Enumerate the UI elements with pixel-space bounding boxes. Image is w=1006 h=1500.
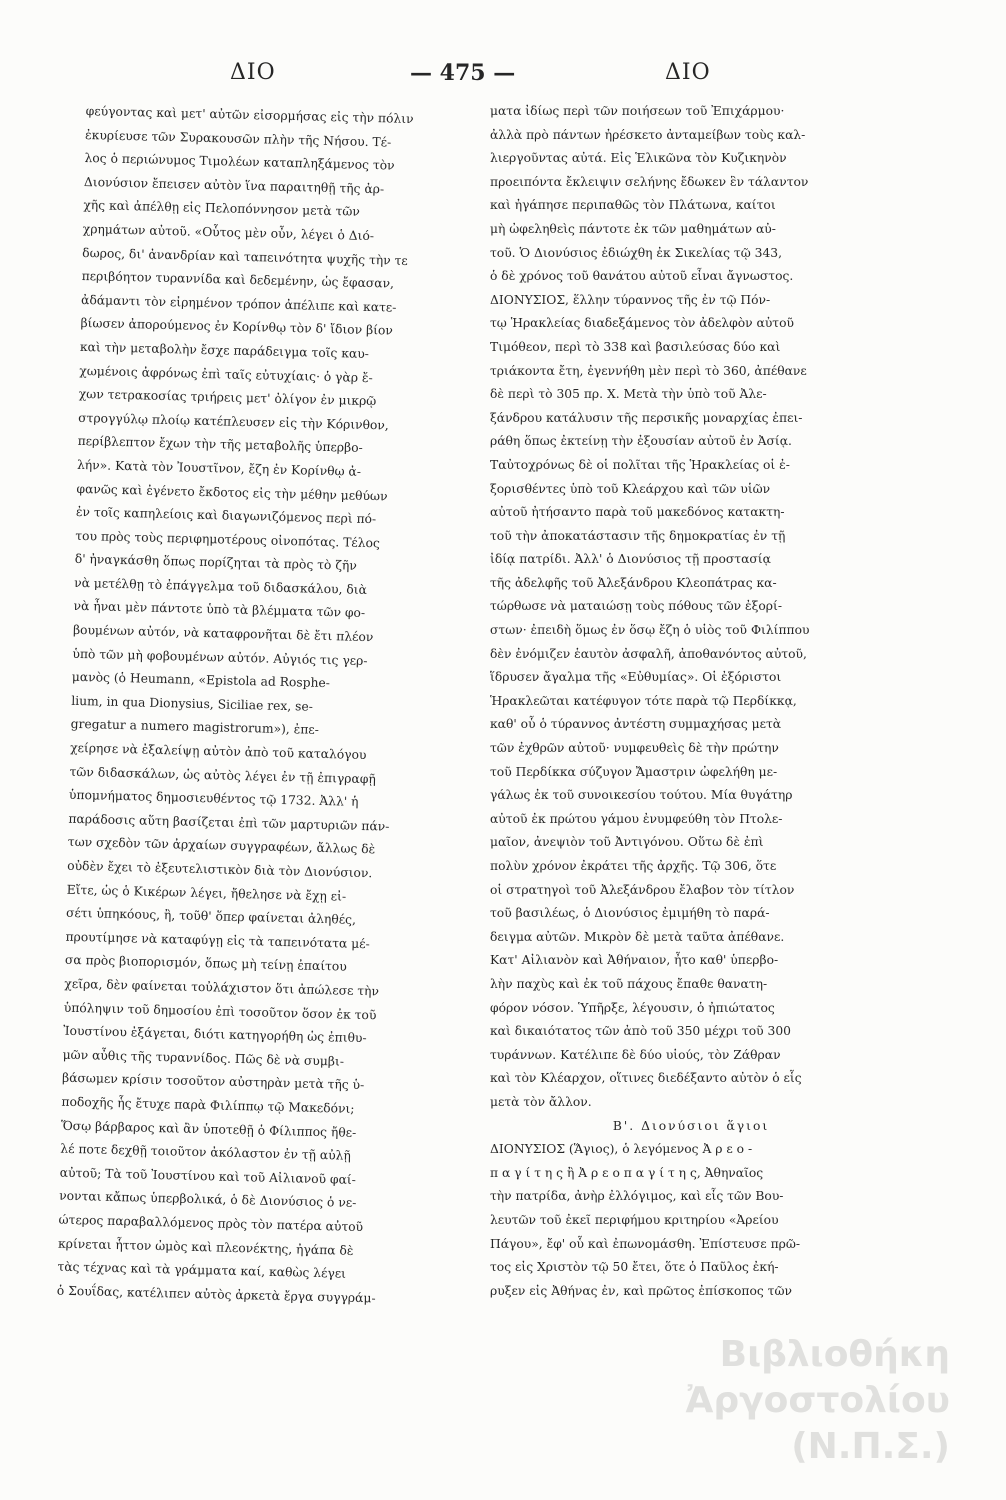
text-line: ράθη ὅπως ἐκτείνῃ τὴν ἐξουσίαν αὐτοῦ ἐν Ἀσίᾳ. <box>490 434 792 449</box>
text-line: νὰ ἦναι μὲν πάντοτε ὑπὸ τὰ βλέμματα τῶν φο- <box>73 599 366 621</box>
library-watermark <box>620 1332 950 1470</box>
text-line: lium, in qua Dionysius, Siciliae rex, se- <box>71 693 314 714</box>
text-line: π α γ ί τ η ς ἢ Ἀ ρ ε ο π α γ ί τ η ς, Ἀθηναῖος <box>490 1165 764 1180</box>
text-line: τοῦ. Ὁ Διονύσιος ἐδιώχθη ἐκ Σικελίας τῷ 343, <box>490 245 783 260</box>
text-line: δειγμα αὐτῶν. Μικρὸν δὲ μετὰ ταῦτα ἀπέθανε. <box>490 929 785 944</box>
text-line: χείρησε νὰ ἐξαλείψῃ αὐτὸν ἀπὸ τοῦ καταλόγου <box>69 740 367 763</box>
text-line: τὴν πατρίδα, ἀνὴρ ἐλλόγιμος, καὶ εἷς τῶν Βου- <box>490 1189 784 1204</box>
text-line: ρυξεν εἰς Ἀθήνας ἐν, καὶ πρῶτος ἐπίσκοπος τῶν <box>490 1283 792 1298</box>
text-line: καὶ ἠγάπησε περιπαθῶς τὸν Πλάτωνα, καίτοι <box>490 198 776 213</box>
text-line: ξάνδρου κατάλυσιν τῆς περσικῆς μοναρχίας ἐπει- <box>490 410 803 425</box>
text-line: Εἴτε, ὡς ὁ Κικέρων λέγει, ἤθελησε νὰ ἔχῃ εἰ- <box>66 882 347 904</box>
text-line: φανῶς καὶ ἐγένετο ἔκδοτος εἰς τὴν μέθην μεθύων <box>76 481 388 503</box>
text-line: ματα ἰδίως περὶ τῶν ποιήσεων τοῦ Ἐπιχάρμου· <box>490 104 785 118</box>
text-line: τριάκοντα ἔτη, ἐγεννήθη μὲν περὶ τὸ 360, ἀπέθανε <box>490 363 807 378</box>
right-text-column <box>490 100 892 1303</box>
watermark-line: Ἀργοστολίου (Ν.Π.Σ.) <box>685 1380 950 1467</box>
text-line: τοῦ Περδίκκα σύζυγον Ἄμαστριν ὠφελήθη με- <box>490 764 778 779</box>
text-line: τῳ Ἡρακλείας διαδεξάμενος τὸν ἀδελφὸν αὐτοῦ <box>490 316 794 331</box>
text-line: μαῖον, ἀνεψιὸν τοῦ Ἀντιγόνου. Οὕτω δὲ ἐπὶ <box>490 835 764 850</box>
left-text-column <box>57 100 478 1312</box>
text-line: δὲν ἐνόμιζεν ἑαυτὸν ἀσφαλῆ, ἀποθανόντος αὐτοῦ, <box>490 646 807 661</box>
text-line: τοῦ τὴν ἀποκατάστασιν τῆς δημοκρατίας ἐν τῇ <box>490 528 786 543</box>
text-line: ὑπόληψιν τοῦ δημοσίου ἐπὶ τοσοῦτον ὅσον ἐκ τοῦ <box>63 1000 377 1022</box>
text-line: τώρθωσε νὰ ματαιώσῃ τοὺς πόθους τῶν ἐξορί- <box>490 599 783 614</box>
text-line: λιεργοῦντας αὐτά. Εἰς Ἑλικῶνα τὸν Κυζικηνὸν <box>490 151 787 166</box>
text-line: τὰς τέχνας καὶ τὰ γράμματα καί, καθὼς λέγει <box>57 1259 347 1281</box>
text-line: οὐδὲν ἔχει τὸ ἐξευτελιστικὸν διὰ τὸν Διονύσιον. <box>67 858 373 881</box>
text-line: Πάγου», ἔφ' οὗ καὶ ἐπωνομάσθη. Ἐπίστευσε πρῶ- <box>490 1236 801 1251</box>
text-line: των σχεδὸν τῶν ἀρχαίων συγγραφέων, ἄλλως δὲ <box>67 835 376 857</box>
text-line: στων· ἐπειδὴ ὅμως ἐν ὅσῳ ἔζη ὁ υἱὸς τοῦ Φιλίππου <box>490 623 810 638</box>
text-line: καὶ δικαιότατος τῶν ἀπὸ τοῦ 350 μέχρι τοῦ 300 <box>490 1024 791 1039</box>
text-line: περίβλεπτον ἔχων τὴν τῆς μεταβολῆς ὑπερβο- <box>77 434 363 456</box>
text-line: ὑπὸ τῶν μὴ φοβουμένων αὐτόν. Αὐγιός τις γερ- <box>72 646 368 668</box>
text-line: τῶν διδασκάλων, ὡς αὐτὸς λέγει ἐν τῇ ἐπιγραφῇ <box>69 764 376 786</box>
text-line: λος ὁ περιώνυμος Τιμολέων καταπληξάμενος τὸν <box>84 151 395 173</box>
text-line: ΔΙΟΝΥΣΙΟΣ, ἕλλην τύραννος τῆς ἐν τῷ Πόν- <box>490 292 771 307</box>
text-line: Κατ' Αἰλιανὸν καὶ Ἀθήναιον, ἦτο καθ' ὑπερβο- <box>490 953 779 968</box>
text-line: λήν». Κατὰ τὸν Ἰουστῖνον, ἔζη ἐν Κορίνθῳ ἀ- <box>76 457 362 479</box>
text-line: Ἰουστίνου ἐξάγεται, διότι κατηγορήθη ὡς ἐπιθυ- <box>63 1023 367 1046</box>
text-line: αὐτοῦ; Τὰ τοῦ Ἰουστίνου καὶ τοῦ Αἰλιανοῦ φαί- <box>59 1165 357 1187</box>
text-line: χρημάτων αὐτοῦ. «Οὗτος μὲν οὖν, λέγει ὁ Διό- <box>82 221 375 244</box>
text-line: πολὺν χρόνον ἐκράτει τῆς ἀρχῆς. Τῷ 306, ὅτε <box>490 859 777 873</box>
text-line: Ὅσῳ βάρβαρος καὶ ἂν ὑποτεθῇ ὁ Φίλιππος ἤθε- <box>60 1118 357 1140</box>
text-line: ώτερος παραβαλλόμενος πρὸς τὸν πατέρα αὐτοῦ <box>58 1212 364 1235</box>
text-line: βάσωμεν κρίσιν τοσοῦτον αὐστηρὰν μετὰ τῆς ὑ- <box>61 1071 365 1093</box>
text-line: ξορισθέντες ὑπὸ τοῦ Κλεάρχου καὶ τῶν υἱῶν <box>490 481 771 496</box>
text-line: νὰ μετέλθῃ τὸ ἐπάγγελμα τοῦ διδασκάλου, διὰ <box>74 575 368 597</box>
text-line: Ἡρακλεῶται κατέφυγον τότε παρὰ τῷ Περδίκκᾳ, <box>490 693 797 708</box>
text-line: σα πρὸς βιοπορισμόν, ὅπως μὴ τείνῃ ἐπαίτου <box>64 953 347 975</box>
text-line: λὴν παχὺς καὶ ἐκ τοῦ πάχους ἔπαθε θανατη- <box>490 976 768 991</box>
header-right-title: ΔΙΟ <box>665 60 711 85</box>
text-line: περιβόητον τυραννίδα καὶ δεδεμένην, ὡς ἔφασαν, <box>81 269 395 291</box>
text-line: στρογγύλῳ πλοίῳ κατέπλευσεν εἰς τὴν Κόρινθον, <box>78 410 389 433</box>
text-line: Ταὐτοχρόνως δὲ οἱ πολῖται τῆς Ἡρακλείας οἱ ἐ- <box>490 457 790 472</box>
text-line: Τιμόθεον, περὶ τὸ 338 καὶ βασιλεύσας δύο καὶ <box>490 339 781 354</box>
text-line: gregatur a numero magistrorum»), ἐπε- <box>70 717 320 738</box>
right-column-first-block <box>490 100 892 1115</box>
text-line: βουμένων αὐτόν, νὰ καταφρονῆται δὲ ἔτι πλέον <box>72 622 374 645</box>
text-line: χεῖρα, δὲν φαίνεται τοὐλάχιστον ὅτι ἀπώλεσε τὴν <box>64 976 380 999</box>
text-line: μετὰ τὸν ἄλλον. <box>490 1094 592 1109</box>
text-line: δὲ περὶ τὸ 305 πρ. Χ. Μετὰ τὴν ὑπὸ τοῦ Ἀλε- <box>490 387 767 402</box>
text-line: ἐν τοῖς καπηλείοις καὶ διαγωνιζόμενος περὶ πό- <box>75 504 377 527</box>
text-line: προυτίμησε νὰ καταφύγῃ εἰς τὰ ταπεινότατα μέ- <box>65 929 370 951</box>
text-line: προειπόντα ἔκλειψιν σελήνης ἔδωκεν ἓν τάλαντον <box>490 174 809 189</box>
text-line: οἱ στρατηγοὶ τοῦ Ἀλεξάνδρου ἔλαβον τὸν τίτλον <box>490 882 795 897</box>
text-line: καθ' οὗ ὁ τύραννος ἀντέστη συμμαχήσας μετὰ <box>490 717 782 732</box>
text-line: ἀδάμαντι τὸν εἰρημένον τρόπον ἀπέλιπε καὶ κατε- <box>80 292 397 315</box>
right-column-second-block <box>490 1138 892 1303</box>
text-line: φόρον νόσον. Ὑπῆρξε, λέγουσιν, ὁ ἠπιώτατος <box>490 1000 775 1015</box>
text-line: χωμένοις ἀφρόνως ἐπὶ ταῖς εὐτυχίαις· ὁ γὰρ ἔ- <box>79 363 373 385</box>
section-heading: Β'. Διονύσιοι ἅγιοι <box>612 1118 770 1133</box>
text-line: νονται κἄπως ὑπερβολικά, ὁ δὲ Διονύσιος ὁ νε- <box>59 1188 357 1211</box>
text-line: ἰδίᾳ πατρίδι. Ἀλλ' ὁ Διονύσιος τῇ προστασίᾳ <box>490 552 771 567</box>
text-line: βίωσεν ἀπορούμενος ἐν Κορίνθῳ τὸν δ' ἴδιον βίον <box>80 316 394 338</box>
text-line: χῆς καὶ ἀπέλθῃ εἰς Πελοπόννησον μετὰ τῶν <box>83 198 361 220</box>
text-line: ὁ δὲ χρόνος τοῦ θανάτου αὐτοῦ εἶναι ἄγνωστος. <box>490 269 794 284</box>
text-line: παράδοσις αὕτη βασίζεται ἐπὶ τῶν μαρτυριῶν πάν- <box>68 811 390 834</box>
text-line: δωρος, δι' ἀνανδρίαν καὶ ταπεινότητα ψυχῆς τὴν τε <box>82 245 408 268</box>
text-line: αὐτοῦ ἐκ πρώτου γάμου ἐνυμφεύθη τὸν Πτολε- <box>490 811 783 826</box>
text-line: τυράννων. Κατέλιπε δὲ δύο υἱούς, τὸν Ζάθραν <box>490 1047 781 1062</box>
watermark-line: Βιβλιοθήκη <box>719 1334 950 1375</box>
text-line: γάλως ἐκ τοῦ συνοικεσίου τούτου. Μία θυγάτηρ <box>490 788 793 803</box>
text-line: μῶν αὖθις τῆς τυραννίδος. Πῶς δὲ νὰ συμβι- <box>62 1047 345 1069</box>
text-line: Διονύσιον ἔπεισεν αὐτὸν ἵνα παραιτηθῇ τῆς ἀρ- <box>83 174 385 197</box>
text-line: λευτῶν τοῦ ἐκεῖ περιφήμου κριτηρίου «Ἀρείου <box>490 1212 779 1227</box>
text-line: τος εἰς Χριστὸν τῷ 50 ἔτει, ὅτε ὁ Παῦλος ἐκή- <box>490 1260 779 1275</box>
text-line: του πρὸς τοὺς περιφημοτέρους οἰνοπότας. Τέλος <box>75 528 381 550</box>
text-line: ὁ Σουΐδας, κατέλιπεν αὐτὸς ἀρκετὰ ἔργα συγγράμ- <box>56 1283 376 1306</box>
text-line: σέτι ὑπηκόους, ἢ, τοῦθ' ὅπερ φαίνεται ἀληθές, <box>65 905 357 928</box>
header-left-title: ΔΙΟ <box>230 60 276 85</box>
text-line: ΔΙΟΝΥΣΙΟΣ (Ἅγιος), ὁ λεγόμενος Ἀ ρ ε ο - <box>490 1142 753 1157</box>
text-line: ἐκυρίευσε τῶν Συρακουσῶν πλὴν τῆς Νήσου. Τέ- <box>84 127 392 150</box>
running-header <box>80 60 940 90</box>
text-line: τῶν ἐχθρῶν αὐτοῦ· νυμφευθεὶς δὲ τὴν πρώτην <box>490 741 779 756</box>
text-line: μανὸς (ὁ Heumann, «Epistola ad Rosphe- <box>71 670 331 691</box>
text-line: λέ ποτε δεχθῇ τοιοῦτον ἀκόλαστον ἐν τῇ αὐλῇ <box>60 1141 351 1163</box>
text-line: τοῦ βασιλέως, ὁ Διονύσιος ἐμιμήθη τὸ παρά- <box>490 906 770 921</box>
text-line: ὑπομνήματος δημοσιευθέντος τῷ 1732. Ἀλλ' ἡ <box>68 788 359 810</box>
text-line: ἵδρυσεν ἄγαλμα τῆς «Εὐθυμίας». Οἱ ἐξόριστοι <box>490 670 782 685</box>
text-line: καὶ τὴν μεταβολὴν ἔσχε παράδειγμα τοῖς καυ- <box>79 339 370 361</box>
text-line: καὶ τὸν Κλέαρχον, οἵτινες διεδέξαντο αὐτὸν ὁ εἷς <box>490 1071 802 1086</box>
text-line: αὐτοῦ ἠτήσαντο παρὰ τοῦ μακεδόνος κατακτη- <box>490 505 785 520</box>
text-line: φεύγοντας καὶ μετ' αὐτῶν εἰσορμήσας εἰς τὴν πόλιν <box>85 103 414 127</box>
text-line: ἀλλὰ πρὸ πάντων ἠρέσκετο ἀνταμείβων τοὺς καλ- <box>490 127 806 142</box>
text-line: κρίνεται ἧττον ὠμὸς καὶ πλεονέκτης, ἠγάπα δὲ <box>57 1236 354 1258</box>
text-line: μὴ ὠφεληθεὶς πάντοτε ἐκ τῶν μαθημάτων αὐ- <box>490 221 776 236</box>
text-line: δ' ἠναγκάσθη ὅπως πορίζηται τὰ πρὸς τὸ ζῆν <box>74 552 357 574</box>
text-line: ποδοχῆς ἧς ἔτυχε παρὰ Φιλίππῳ τῷ Μακεδόνι; <box>61 1094 355 1116</box>
text-line: τῆς ἀδελφῆς τοῦ Ἀλεξάνδρου Κλεοπάτρας κα- <box>490 575 777 590</box>
page-number: — 475 — <box>410 60 516 86</box>
text-line: χων τετρακοσίας τριήρεις μετ' ὀλίγον ἐν μικρῷ <box>78 387 377 409</box>
